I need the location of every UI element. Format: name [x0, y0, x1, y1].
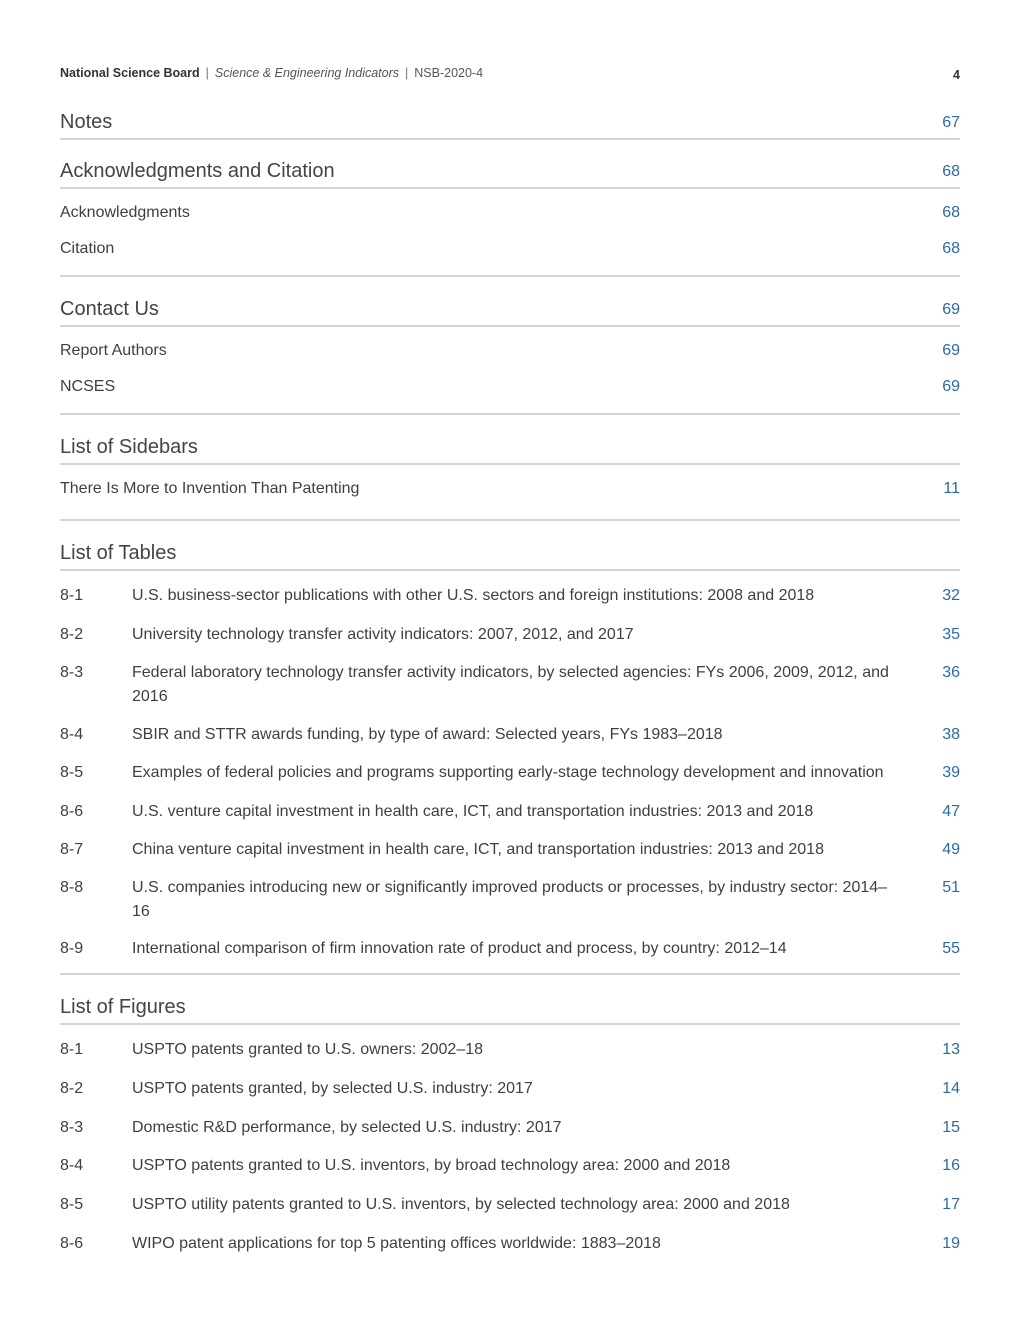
toc-entry[interactable]: [60, 800, 960, 824]
toc-section-acknowledgments[interactable]: [60, 159, 960, 189]
toc-entry[interactable]: [60, 876, 960, 924]
section-title: List of Figures: [60, 996, 186, 1018]
entry-number: 8-5: [60, 764, 84, 781]
entry-number: 8-6: [60, 803, 84, 820]
toc-entry[interactable]: [60, 1154, 960, 1178]
entry-label[interactable]: SBIR and STTR awards funding, by type of award: Selected years, FYs 1983–2018: [132, 726, 723, 743]
toc-entry[interactable]: [60, 369, 960, 405]
entry-label[interactable]: There Is More to Invention Than Patenting: [60, 480, 360, 497]
entry-number: 8-5: [60, 1196, 84, 1213]
entry-label[interactable]: U.S. companies introducing new or significantly improved products or processes, by industry sector: 2014–16: [132, 879, 888, 920]
entry-page-link[interactable]: 16: [942, 1157, 960, 1174]
toc-entry[interactable]: [60, 333, 960, 369]
entry-page-link[interactable]: 51: [942, 879, 960, 896]
entry-page-link[interactable]: 68: [942, 240, 960, 257]
toc-entry[interactable]: [60, 1077, 960, 1101]
entry-label[interactable]: U.S. business-sector publications with other U.S. sectors and foreign institutions: 2008 and 2018: [132, 587, 815, 604]
entry-number: 8-3: [60, 664, 84, 681]
toc-entry[interactable]: [60, 231, 960, 267]
entry-page-link[interactable]: 55: [942, 940, 960, 957]
toc-entry[interactable]: [60, 723, 960, 747]
entry-number: 8-7: [60, 841, 84, 858]
entry-page-link[interactable]: 17: [942, 1196, 960, 1213]
running-header: [60, 0, 960, 96]
entry-page-link[interactable]: 36: [942, 664, 960, 681]
entry-number: 8-6: [60, 1235, 84, 1252]
toc-page: [60, 0, 960, 1256]
entry-page-link[interactable]: 69: [942, 378, 960, 395]
header-page-number: 4: [953, 68, 960, 82]
section-page-link[interactable]: 68: [942, 163, 960, 180]
entry-page-link[interactable]: 68: [942, 204, 960, 221]
entry-label[interactable]: International comparison of firm innovation rate of product and process, by country: 2012–14: [132, 940, 787, 957]
entry-page-link[interactable]: 19: [942, 1235, 960, 1252]
header-publication: Science & Engineering Indicators: [214, 66, 400, 80]
toc-entry[interactable]: [60, 661, 960, 709]
entry-page-link[interactable]: 15: [942, 1119, 960, 1136]
entry-number: 8-2: [60, 1080, 84, 1097]
entry-label[interactable]: Citation: [60, 240, 115, 257]
entry-page-link[interactable]: 35: [942, 626, 960, 643]
header-separator: |: [205, 66, 209, 80]
header-doc-id: NSB-2020-4: [414, 66, 484, 80]
entry-label[interactable]: Federal laboratory technology transfer activity indicators, by selected agencies: FYs 2006, 2009, 2012, and 2016: [132, 664, 889, 705]
toc-entry[interactable]: [60, 623, 960, 647]
toc-entry[interactable]: [60, 1193, 960, 1217]
entry-number: 8-3: [60, 1119, 84, 1136]
section-page-link[interactable]: 69: [942, 301, 960, 318]
toc-entry[interactable]: [60, 584, 960, 608]
entry-number: 8-9: [60, 940, 84, 957]
entry-number: 8-1: [60, 1041, 84, 1058]
contact-entries: [60, 327, 960, 415]
entry-label[interactable]: NCSES: [60, 378, 116, 395]
section-title: List of Tables: [60, 542, 177, 564]
toc-entry[interactable]: [60, 195, 960, 231]
entry-number: 8-2: [60, 626, 84, 643]
entry-number: 8-1: [60, 587, 84, 604]
entry-label[interactable]: USPTO patents granted to U.S. inventors, by broad technology area: 2000 and 2018: [132, 1157, 731, 1174]
entry-label[interactable]: Domestic R&D performance, by selected U.S. industry: 2017: [132, 1119, 562, 1136]
toc-entry[interactable]: [60, 838, 960, 862]
entry-page-link[interactable]: 47: [942, 803, 960, 820]
toc-entry[interactable]: [60, 1116, 960, 1140]
entry-label[interactable]: WIPO patent applications for top 5 patenting offices worldwide: 1883–2018: [132, 1235, 661, 1252]
tables-entries: [60, 571, 960, 975]
toc-section-tables: [60, 541, 960, 571]
toc-section-notes[interactable]: [60, 110, 960, 140]
sidebars-entries: [60, 465, 960, 521]
entry-number: 8-4: [60, 726, 84, 743]
toc-entry[interactable]: [60, 471, 960, 507]
entry-label[interactable]: Examples of federal policies and programs supporting early-stage technology development and innovation: [132, 764, 884, 781]
section-title[interactable]: Contact Us: [60, 298, 159, 320]
entry-label[interactable]: USPTO patents granted to U.S. owners: 2002–18: [132, 1041, 484, 1058]
section-title[interactable]: Notes: [60, 111, 113, 133]
toc-entry[interactable]: [60, 761, 960, 785]
entry-number: 8-4: [60, 1157, 84, 1174]
entry-label[interactable]: University technology transfer activity indicators: 2007, 2012, and 2017: [132, 626, 634, 643]
entry-page-link[interactable]: 32: [942, 587, 960, 604]
section-title[interactable]: Acknowledgments and Citation: [60, 160, 335, 182]
entry-page-link[interactable]: 13: [942, 1041, 960, 1058]
entry-label[interactable]: Report Authors: [60, 342, 167, 359]
toc-entry[interactable]: [60, 1038, 960, 1062]
toc-section-sidebars: [60, 435, 960, 465]
entry-label[interactable]: USPTO utility patents granted to U.S. inventors, by selected technology area: 2000 and 2018: [132, 1196, 790, 1213]
toc-section-figures: [60, 995, 960, 1025]
entry-page-link[interactable]: 69: [942, 342, 960, 359]
entry-page-link[interactable]: 39: [942, 764, 960, 781]
entry-label[interactable]: China venture capital investment in health care, ICT, and transportation industries: 2013 and 2018: [132, 841, 824, 858]
section-page-link[interactable]: 67: [942, 114, 960, 131]
entry-page-link[interactable]: 49: [942, 841, 960, 858]
toc-section-contact[interactable]: [60, 297, 960, 327]
entry-label[interactable]: USPTO patents granted, by selected U.S. industry: 2017: [132, 1080, 533, 1097]
entry-page-link[interactable]: 14: [942, 1080, 960, 1097]
section-title: List of Sidebars: [60, 436, 198, 458]
figures-entries: [60, 1025, 960, 1256]
entry-number: 8-8: [60, 879, 84, 896]
toc-entry[interactable]: [60, 1232, 960, 1256]
header-separator: |: [405, 66, 409, 80]
entry-label[interactable]: Acknowledgments: [60, 204, 190, 221]
acknowledgments-entries: [60, 189, 960, 277]
entry-page-link[interactable]: 11: [943, 480, 960, 497]
toc-entry[interactable]: [60, 937, 960, 961]
entry-label[interactable]: U.S. venture capital investment in health care, ICT, and transportation industries: 2013 and 2018: [132, 803, 814, 820]
header-org: National Science Board: [60, 66, 200, 80]
entry-page-link[interactable]: 38: [942, 726, 960, 743]
